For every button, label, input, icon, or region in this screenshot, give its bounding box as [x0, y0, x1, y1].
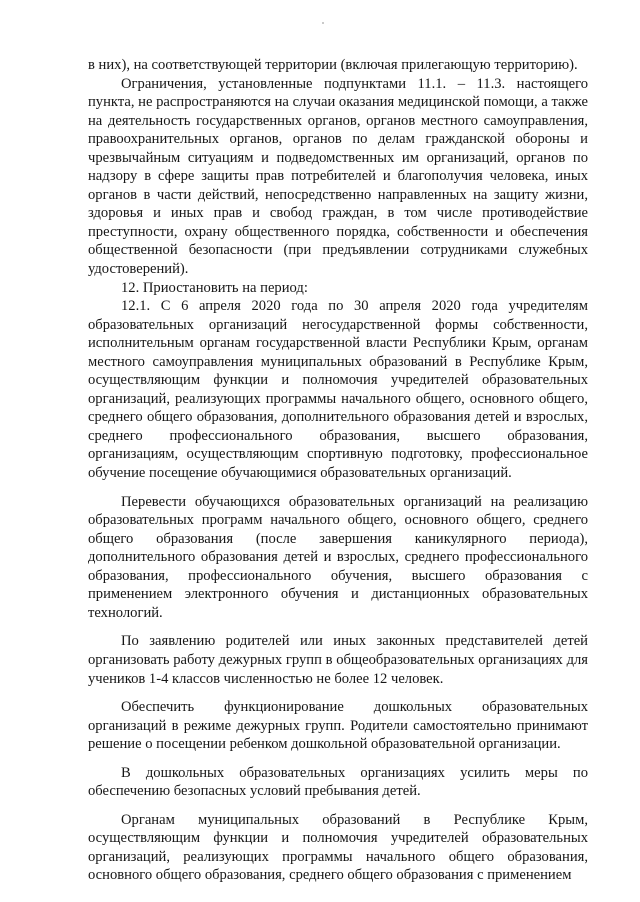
paragraph-restrictions-exceptions: Ограничения, установленные подпунктами 11.1. – 11.3. настоящего пункта, не распространяются на случаи оказания медицинской помощи, а также на деятельность государственных органов, органов местного самоуправления, правоохранительных органов, органов по делам гражданской обороны и чрезвычайным ситуациям и подведомственных им организаций, органов по надзору в сфере защиты прав потребителей и благополучия человека, иных органов в части действий, непосредственно направленных на защиту жизни, здоровья и иных прав и свобод граждан, в том числе противодействие преступности, охрану общественного порядка, собственности и обеспечения общественной безопасности (при предъявлении сотрудниками служебных удостоверений). [88, 75, 588, 278]
paragraph-item-12-1: 12.1. С 6 апреля 2020 года по 30 апреля 2020 года учредителям образовательных организаций негосударственной формы собственности, исполнительным органам государственной власти Республики Крым, органам местного самоуправления муниципальных образований в Республике Крым, осуществляющим функции и полномочия учредителей образовательных организаций, реализующих программы начального общего, основного общего, среднего общего образования, дополнительного образования детей и взрослых, среднего профессионального образования, высшего образования, организациям, осуществляющим спортивную подготовку, профессиональное обучение посещение обучающимися образовательных организаций. [88, 298, 588, 482]
document-body [88, 56, 588, 885]
paragraph-continuation: в них), на соответствующей территории (включая прилегающую территорию). [88, 57, 578, 73]
paragraph-preschool-safety: В дошкольных образовательных организациях усилить меры по обеспечению безопасных условий пребывания детей. [88, 764, 588, 800]
paragraph-municipal-bodies: Органам муниципальных образований в Республике Крым, осуществляющим функции и полномочия учредителей образовательных организаций, реализующих программы начального общего образования, основного общего образования, среднего общего образования с применением [88, 811, 588, 884]
paragraph-distance-learning: Перевести обучающихся образовательных организаций на реализацию образовательных программ начального общего, основного общего, среднего общего образования (после завершения каникулярного периода), дополнительного образования детей и взрослых, среднего профессионального образования, профессионального обучения, высшего образования с применением электронного обучения и дистанционных образовательных технологий. [88, 493, 588, 621]
paragraph-preschool-duty-groups: Обеспечить функционирование дошкольных образовательных организаций в режиме дежурных групп. Родители самостоятельно принимают решение о посещении ребенком дошкольной образовательной организации. [88, 699, 588, 753]
paragraph-duty-groups: По заявлению родителей или иных законных представителей детей организовать работу дежурных групп в общеобразовательных организациях для учеников 1-4 классов численностью не более 12 человек. [88, 633, 588, 687]
scan-speck [322, 22, 324, 24]
paragraph-item-12: 12. Приостановить на период: [121, 279, 308, 296]
